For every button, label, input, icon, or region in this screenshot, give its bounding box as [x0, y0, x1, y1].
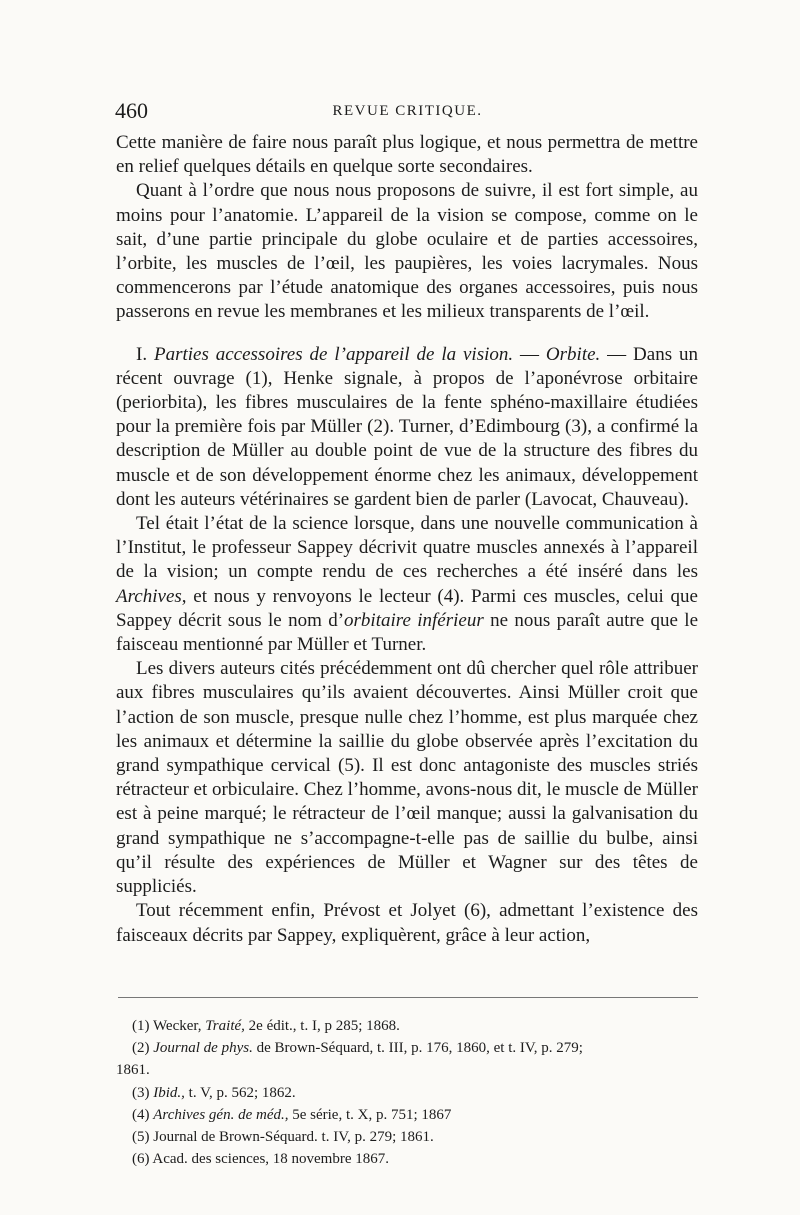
section-text: — Dans un récent ouvrage (1), Henke signale, à propos de l’aponévrose orbitaire (periorbita), les fibres musculaires de la fente sphéno-maxillaire étudiées pour la première fois par Müller (2). Turner, d’Edimbourg (3), a confirmé la description de Müller au double point de vue de la structure des fibres du muscle et de son développement énorme chez les animaux, développement dont les auteurs vétérinaires se gardent bien de parler (Lavocat, Chauveau).	[116, 343, 698, 510]
paragraph-3-part-b: , et nous y renvoyons le lecteur (4). Parmi ces muscles, celui que Sappey décrit sous le nom d’	[116, 585, 698, 631]
paragraph-1: Cette manière de faire nous paraît plus logique, et nous permettra de mettre en relief quelques détails en quelque sorte secondaires.	[116, 132, 698, 178]
page-number: 460	[115, 98, 148, 123]
footnote-4	[116, 1104, 698, 1126]
footnote-2-a: (2)	[132, 1040, 154, 1057]
section-subtitle: Orbite.	[545, 343, 601, 365]
footnote-1-italic: Traité,	[205, 1018, 245, 1034]
paragraph-4: Les divers auteurs cités précédemment ont dû chercher quel rôle attribuer aux fibres musculaires qu’ils avaient découvertes. Ainsi Müller croit que l’action de son muscle, presque nulle chez l’homme, est plus marquée chez les animaux et détermine la saillie du globe observée après l’excitation du grand sympathique cervical (5). Il est donc antagoniste des muscles striés rétracteur et orbiculaire. Chez l’homme, avons-nous dit, le muscle de Müller est à peine marqué; le rétracteur de l’œil manque; aussi la galvanisation du grand sympathique ne s’accompagne-t-elle pas de saillie du bulbe, ainsi qu’il résulte des expériences de Müller et Wagner sur des têtes de suppliciés.	[116, 658, 698, 898]
paragraph-3	[116, 512, 698, 657]
footnote-2-italic: Journal de phys.	[153, 1040, 253, 1057]
footnote-3-a: (3)	[132, 1084, 154, 1101]
footnote-divider	[118, 997, 698, 998]
footnote-3	[116, 1082, 698, 1104]
footnote-4-italic: Archives gén. de méd.,	[153, 1106, 289, 1123]
section-title: Parties accessoires de l’appareil de la vision.	[153, 343, 514, 365]
paragraph-5: Tout récemment enfin, Prévost et Jolyet (6), admettant l’existence des faisceaux décrits par Sappey, expliquèrent, grâce à leur action,	[116, 900, 698, 946]
section-label: I.	[136, 343, 148, 365]
paragraph-3-part-a: Tel était l’état de la science lorsque, dans une nouvelle communication à l’Institut, le professeur Sappey décrivit quatre muscles annexés à l’appareil de la vision; un compte rendu de ces recherches a été inséré dans les	[116, 513, 698, 583]
section-1-paragraph	[116, 343, 698, 512]
footnote-2-continued: 1861.	[116, 1062, 150, 1079]
running-title: REVUE CRITIQUE.	[332, 103, 483, 119]
footnotes	[116, 1015, 698, 1170]
footnote-1	[116, 1015, 698, 1037]
paragraph-2: Quant à l’ordre que nous nous proposons de suivre, il est fort simple, au moins pour l’anatomie. L’appareil de la vision se compose, comme on le sait, d’une partie principale du globe oculaire et de parties accessoires, l’orbite, les muscles de l’œil, les paupières, les voies lacrymales. Nous commencerons par l’étude anatomique des organes accessoires, puis nous passerons en revue les membranes et les milieux transparents de l’œil.	[116, 180, 698, 323]
footnote-5: (5) Journal de Brown-Séquard. t. IV, p. 279; 1861.	[132, 1129, 434, 1146]
orbitaire-term: orbitaire inférieur	[344, 609, 484, 631]
footnote-4-a: (4)	[132, 1106, 154, 1123]
page-header	[115, 98, 700, 128]
footnote-4-b: 5e série, t. X, p. 751; 1867	[288, 1106, 452, 1123]
archives-ref: Archives	[116, 585, 182, 607]
footnote-6: (6) Acad. des sciences, 18 novembre 1867.	[132, 1151, 390, 1168]
body-text	[116, 131, 698, 948]
section-dash: —	[513, 343, 546, 365]
paragraph-3-part-c: ne nous paraît autre que le faisceau mentionné par Müller et Turner.	[116, 609, 699, 656]
footnote-3-b: t. V, p. 562; 1862.	[184, 1084, 296, 1101]
footnote-1-b: 2e édit., t. I, p 285; 1868.	[244, 1018, 400, 1034]
footnote-1-a: (1) Wecker,	[132, 1018, 206, 1034]
footnote-2	[116, 1037, 698, 1059]
footnote-3-italic: Ibid.,	[153, 1084, 185, 1101]
footnote-2-b: de Brown-Séquard, t. III, p. 176, 1860, et t. IV, p. 279;	[252, 1040, 583, 1057]
